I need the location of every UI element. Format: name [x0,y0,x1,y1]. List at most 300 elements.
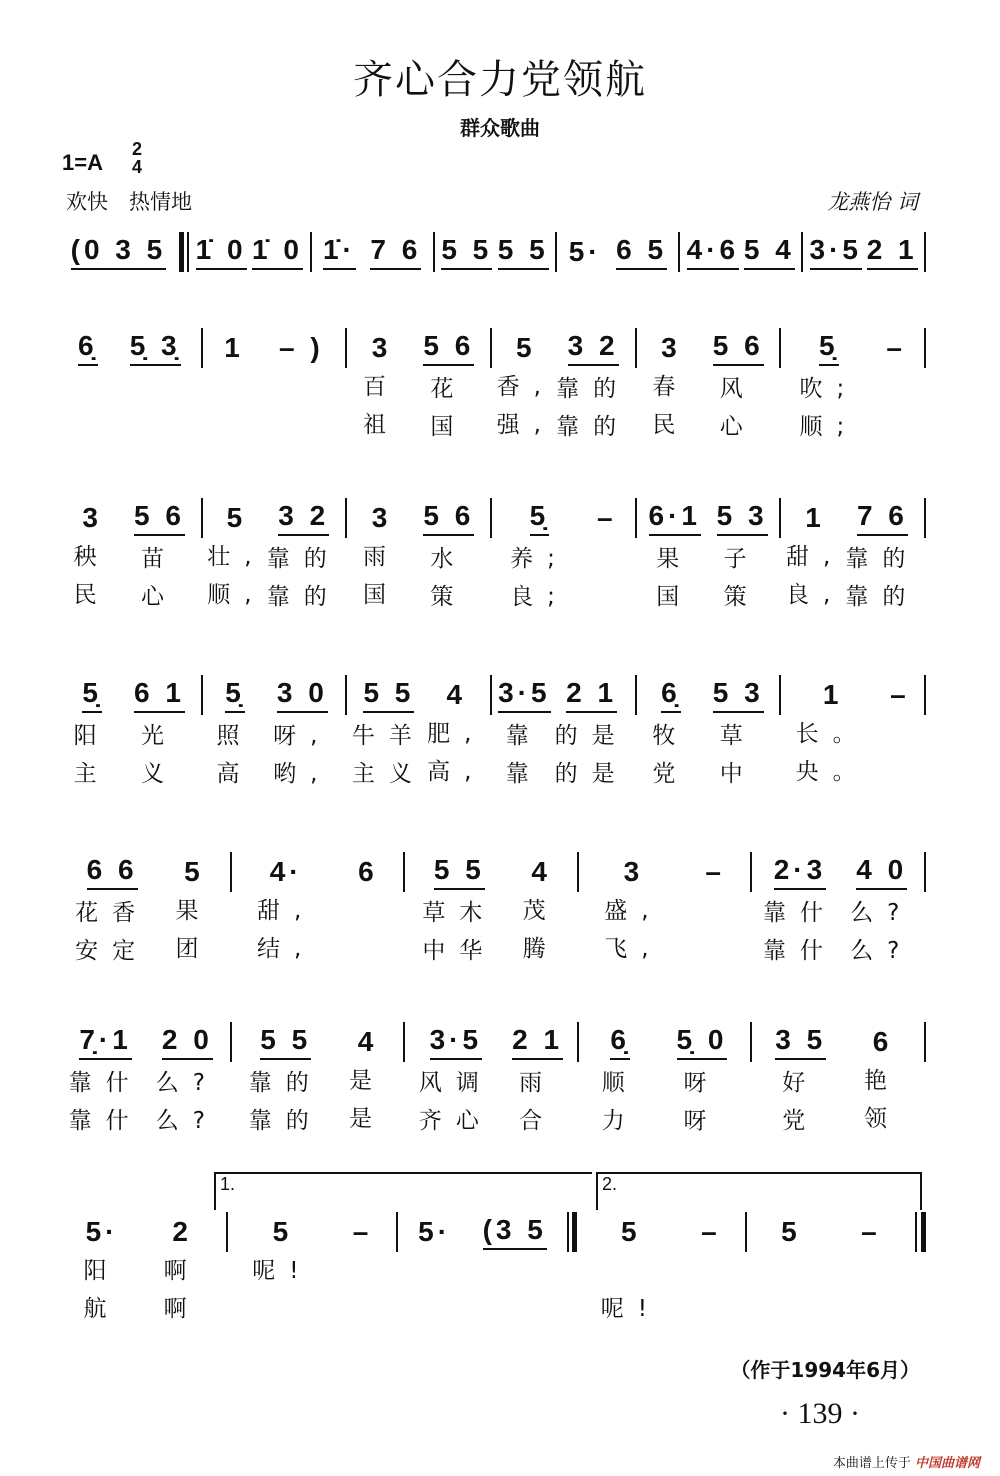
note: 5 4 [744,232,795,270]
song-genre: 群众歌曲 [460,116,540,140]
note: 6 5 [616,232,667,270]
lyric-syllable: 风调 [418,1070,493,1096]
single-barline [490,675,492,715]
note: 5 [184,856,204,887]
note-group [349,1022,386,1140]
lyric-syllable: 中华 [422,938,497,964]
note-group [555,675,629,793]
lyric-syllable: 国 [656,584,694,610]
single-barline [577,1022,579,1062]
lyric-syllable: 果 [175,898,213,924]
measure [581,1212,741,1328]
lyric-syllable: 养; [510,546,569,572]
note-group [677,1022,728,1140]
single-barline [924,498,926,538]
note: 3·5 [498,675,550,713]
lyric-syllable: 百 [363,374,401,400]
measure [62,232,175,274]
single-barline [345,675,347,715]
lyric-syllable: 草木 [422,900,497,926]
double-barline [915,1212,926,1252]
time-numerator: 2 [132,139,143,159]
note-group [84,1212,121,1328]
lyric-syllable: 靠的 [845,546,920,572]
lyric-syllable: 吹; [799,376,859,402]
note: 2 1 [566,675,617,713]
measure [785,498,920,616]
note-group [890,675,910,791]
note: 5 [226,502,247,533]
score-system [62,328,930,446]
score-system [62,852,930,970]
volta-first-ending: 1. [214,1172,592,1210]
lyric-syllable: 高 [216,761,254,787]
lyric-syllable: 呀, [273,723,332,749]
lyric-syllable: 靠什 [762,900,837,926]
lyric-syllable: 靠什 [68,1108,143,1134]
note: – [701,1216,721,1247]
note-group [775,1022,826,1140]
measure [351,328,486,446]
lyric-syllable: 团 [175,936,213,962]
note-group [713,328,764,446]
lyric-syllable: 子 [723,546,761,572]
lyricist-credit: 龙燕怡 词 [827,190,918,214]
note: (0 3 5 [71,232,167,270]
lyric-syllable: 中 [719,761,757,787]
lyric-syllable: 阳 [73,723,111,749]
note: 2 1 [867,232,918,270]
note-group [418,1212,451,1330]
measure [62,852,226,970]
lyric-syllable: 肥, [427,721,486,747]
single-barline [779,675,781,715]
note-group [864,1022,901,1140]
single-barline [924,675,926,715]
lyric-syllable: 靠的 [845,584,920,610]
measure [496,328,631,446]
lyric-syllable: 党 [782,1108,820,1134]
lyric-syllable: 呀 [683,1108,721,1134]
watermark-site-logo: 中国曲谱网 [914,1456,980,1471]
measure [193,232,306,274]
note: 5 [272,1216,293,1247]
single-barline [745,1212,747,1252]
note: 5̣ [819,328,839,366]
note-group [867,232,918,274]
lyric-syllable: 心 [141,584,178,610]
note-group [717,498,768,616]
note: 5̣ [530,498,550,536]
note: 3·5 [810,232,862,270]
note-group [353,1212,373,1328]
note: 1 [805,502,825,533]
note-group [597,498,617,616]
single-barline [226,1212,228,1252]
note: 5̣ [82,675,102,713]
lyric-syllable: 艳 [864,1068,902,1094]
note-group [510,498,569,616]
note: 2 1 [512,1022,563,1060]
note-group [358,852,378,968]
note: 5̣ 0 [677,1022,728,1060]
lyric-syllable: 甜, [257,898,316,924]
note: 7̣·1 [79,1022,131,1060]
note-group [363,498,400,616]
note: 5· [568,236,602,267]
note-group [861,1212,881,1328]
measure [751,1212,911,1328]
note: 6·1 [649,498,701,536]
note-group [523,852,560,970]
lyric-syllable: 国 [363,582,401,608]
lyric-syllable: 靠的 [556,414,631,440]
note: 1̇ 0 [252,232,303,270]
lyric-syllable: 是 [349,1106,387,1132]
repeat-start-barline [179,232,189,272]
note-group [207,498,265,616]
lyric-syllable: 春 [652,374,690,400]
note: 1̇· [323,232,356,270]
lyric-syllable: 光 [141,723,178,749]
note-group [796,675,870,791]
measure [236,852,400,968]
measure [62,1022,226,1140]
note-group [652,675,689,793]
lyric-syllable: 齐心 [418,1108,493,1134]
lyric-syllable: 靠的 [266,546,341,572]
note-group [252,232,303,274]
note: 6 1 [134,675,185,713]
score-system [62,498,930,616]
lyric-syllable: 照 [216,723,254,749]
single-barline [801,232,803,272]
lyric-syllable: 顺, [207,582,266,608]
note-group [175,852,212,970]
page-number: · 139 · [780,1397,860,1430]
lyric-syllable: 顺; [799,414,859,440]
single-barline [635,675,637,715]
measure [439,232,552,274]
single-barline [433,232,435,272]
measure [351,675,486,793]
single-barline [678,232,680,272]
lyric-syllable: 心 [719,414,757,440]
lyric-syllable: 央。 [795,759,870,785]
lyric-syllable: 祖 [363,412,401,438]
time-signature [132,140,142,176]
note: 6̣ [610,1022,630,1060]
note-group [602,1022,639,1140]
single-barline [490,498,492,538]
note: 6 [358,856,378,887]
lyric-syllable: 茂 [522,898,560,924]
measure [583,852,747,968]
watermark [833,1452,980,1471]
single-barline [490,328,492,368]
note: 3 2 [568,328,619,366]
single-barline [201,675,203,715]
lyric-syllable: 靠 [505,723,543,749]
lyric-syllable: 甜, [785,544,845,570]
note: (3 5 [483,1212,547,1250]
note-group [257,852,315,968]
score-system [62,232,930,274]
single-barline [345,328,347,368]
lyric-syllable: 力 [601,1108,639,1134]
measure [62,675,197,793]
note-group [196,232,247,274]
note: 4 [531,856,551,887]
lyric-syllable: 靠 [505,761,543,787]
note-group [69,1022,143,1140]
note-group [352,675,426,793]
lyric-syllable: 主 [73,761,111,787]
lyric-syllable: 秧 [73,544,111,570]
measure [561,232,674,274]
single-barline [201,498,203,538]
lyric-syllable: 么? [155,1070,219,1096]
note-group [419,1022,493,1140]
single-barline [779,328,781,368]
note: 5 5 [363,675,414,713]
note-group [744,232,795,274]
note: 5· [418,1216,452,1247]
measure [232,1212,392,1328]
measure [641,498,776,616]
note: 1̇ 0 [196,232,247,270]
note: 6 [872,1026,893,1057]
note: 5̣ [225,675,245,713]
lyric-syllable: 国 [430,414,468,440]
note-group [71,232,167,274]
lyric-syllable: 飞, [604,936,663,962]
note: 7 6 [370,232,421,270]
note: 5 3 [713,675,764,713]
measure [684,232,797,274]
lyric-syllable: 靠的 [556,376,631,402]
lyric-syllable: 好 [782,1070,820,1096]
note: – [352,1216,373,1247]
lyric-syllable: 靠什 [762,938,837,964]
note: – [597,502,617,533]
note-group [217,675,254,793]
single-barline [230,852,232,892]
measure [409,1022,573,1140]
measure [756,1022,920,1140]
note: 5 5 [260,1022,311,1060]
note: 5 [621,1216,641,1247]
note-group [781,1212,801,1328]
note: 3 [371,332,392,363]
lyric-syllable: 壮, [207,544,266,570]
key-signature: 1=A [62,150,103,175]
lyric-syllable: 靠的 [266,584,341,610]
note-group [810,232,862,274]
measure [62,498,197,616]
lyric-syllable: 香, [496,374,555,400]
lyric-syllable: 么? [850,900,914,926]
measure [807,232,920,274]
note: 3 5 [775,1022,826,1060]
lyric-syllable: 靠的 [248,1070,323,1096]
score-system [62,1212,930,1330]
note: 2·3 [774,852,826,890]
lyric-syllable: 花香 [75,900,150,926]
lyric-syllable: 哟, [273,761,332,787]
tempo-marking: 欢快 热情地 [66,190,192,214]
note-group [130,328,181,446]
lyric-syllable: 航 [83,1296,121,1322]
note-group [370,232,421,274]
note: – [861,1216,881,1247]
note-group [363,328,400,446]
lyric-syllable: 安定 [75,938,150,964]
note: – ) [279,332,324,363]
repeat-end-barline [567,1212,577,1252]
lyric-syllable: 雨 [363,544,401,570]
lyric-syllable: 牧 [652,723,690,749]
note-group [134,675,185,793]
lyric-syllable: 主义 [351,761,426,787]
note: 3·5 [430,1022,482,1060]
single-barline [924,852,926,892]
lyric-syllable: 策 [430,584,468,610]
note: 4 [446,679,467,710]
single-barline [403,852,405,892]
note: 3 [82,502,102,533]
lyric-syllable: 啊 [163,1258,201,1284]
single-barline [310,232,312,272]
note-group [652,328,689,446]
note: 5 6 [423,498,474,536]
note-group [422,852,496,970]
measure [785,328,920,446]
note: 5 6 [713,328,764,366]
note-group [498,232,549,274]
note: 5 5 [498,232,549,270]
note: – [886,332,906,363]
note: 5· [85,1216,119,1247]
note-group [483,1212,547,1330]
note-group [713,675,764,793]
lyric-syllable: 啊 [163,1296,201,1322]
single-barline [924,328,926,368]
lyric-syllable: 结, [257,936,316,962]
lyric-syllable: 民 [652,412,690,438]
single-barline [635,498,637,538]
note-group [323,232,356,274]
note: 5 [515,332,536,363]
note: 3 2 [278,498,329,536]
note-group [556,328,630,446]
single-barline [577,852,579,892]
measure [236,1022,400,1140]
note-group [616,232,667,274]
measure [496,498,631,616]
note: 3 [623,856,644,887]
measure [402,1212,562,1330]
measure [409,852,573,970]
lyric-syllable: 么? [850,938,914,964]
note-group [427,675,485,793]
lyric-syllable: 强, [496,412,555,438]
note-group [850,852,913,970]
measure [207,675,342,793]
lyric-syllable: 民 [73,582,111,608]
single-barline [396,1212,398,1252]
lyric-syllable: 呢! [252,1258,313,1284]
lyric-syllable: 领 [864,1106,902,1132]
lyric-syllable: 长。 [795,721,870,747]
note-group [701,1212,721,1328]
note: – [890,679,910,710]
note-group [799,328,858,446]
note: 5 3 [717,498,768,536]
note: 4 [357,1026,378,1057]
lyric-syllable: 高, [427,759,486,785]
single-barline [924,232,926,272]
lyric-syllable: 果 [656,546,694,572]
single-barline [924,1022,926,1062]
note-group [497,328,555,446]
single-barline [750,1022,752,1062]
lyric-syllable: 阳 [83,1258,121,1284]
lyric-syllable: 呢! [600,1296,661,1322]
note-group [886,328,906,446]
measure [62,1212,222,1328]
note-group [687,232,739,274]
note-group [423,498,474,616]
lyric-syllable: 么? [155,1108,219,1134]
lyric-syllable: 的是 [554,723,629,749]
note: 4 0 [856,852,907,890]
note: 1 [224,332,244,363]
note-group [78,328,98,446]
lyric-syllable: 草 [719,723,757,749]
single-barline [635,328,637,368]
single-barline [779,498,781,538]
song-title: 齐心合力党领航 [353,57,647,103]
lyric-syllable: 良; [510,584,569,610]
note-group [601,1212,661,1328]
note-group [74,675,111,793]
note-group [75,852,149,970]
score-system [62,1022,930,1140]
note: 2 [172,1216,192,1247]
composition-date: （作于1994年6月） [730,1358,920,1382]
measure [756,852,920,970]
note: 3 [371,502,392,533]
watermark-prefix: 本曲谱上传于 [832,1456,911,1471]
measure [62,328,197,446]
note-group [156,1022,219,1140]
note-group [705,852,725,968]
single-barline [201,328,203,368]
measure [207,498,342,616]
lyric-syllable: 苗 [141,546,178,572]
note: – [705,856,725,887]
measure [316,232,429,274]
note: 4·6 [687,232,739,270]
lyric-syllable: 策 [723,584,761,610]
note: 5 5 [434,852,485,890]
note: 3 0 [277,675,328,713]
lyric-syllable: 合 [519,1108,557,1134]
lyric-syllable: 顺 [601,1070,639,1096]
note-group [786,498,844,616]
note-group [267,498,341,616]
